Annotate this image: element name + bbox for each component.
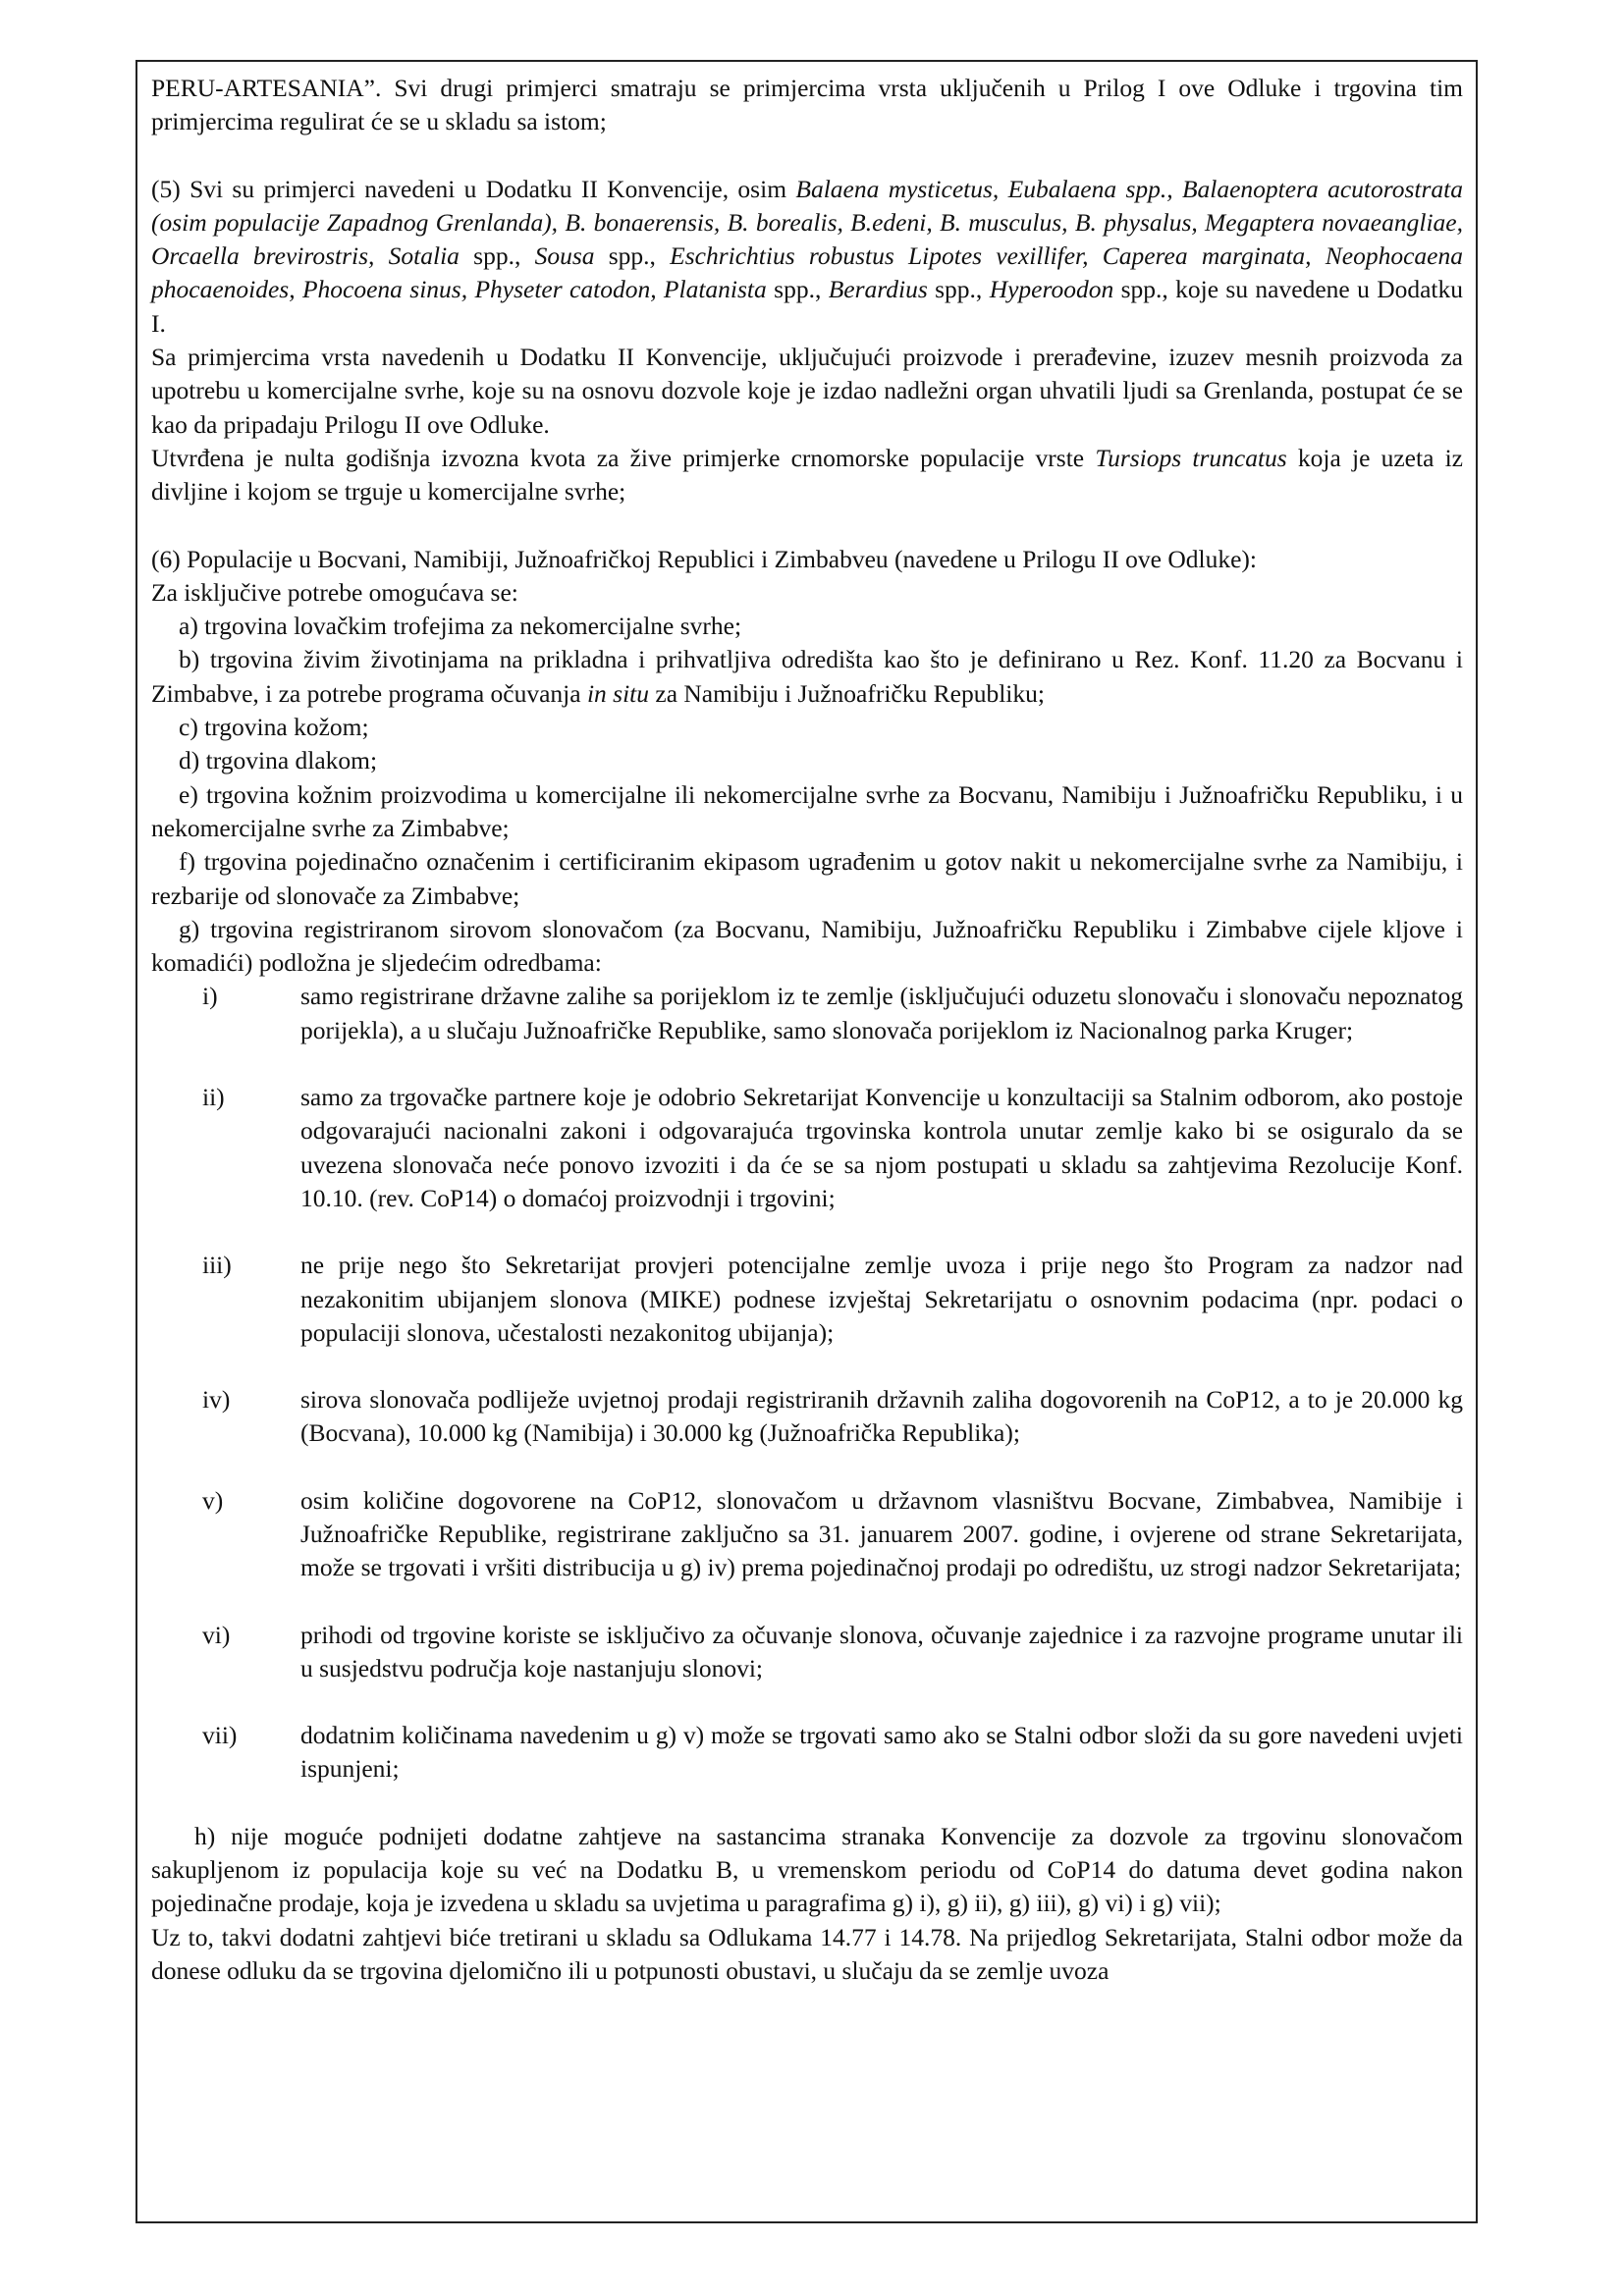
sub-item-number: vi) xyxy=(202,1620,231,1649)
sub-item-number: i) xyxy=(202,982,218,1011)
text-run: spp., koje su navedene u Dodatku I. xyxy=(151,275,1464,338)
sub-item-text: dodatnim količinama navedenim u g) v) može se trgovati samo ako se Stalni odbor složi da su gore navedeni uvjeti ispunjeni; xyxy=(300,1721,1463,1784)
list-item-g: g) trgovina registriranom sirovom slonovačom (za Bocvanu, Namibiju, Južnoafričku Republiku i Zimbabve cijele kljove i komadići) podložna je sljedećim odredbama: xyxy=(151,914,1463,978)
text-run: spp., xyxy=(459,241,535,271)
text-run: za Namibiju i Južnoafričku Republiku; xyxy=(649,678,1045,708)
list-item-f: f) trgovina pojedinačno označenim i certificiranim ekipasom ugrađenim u gotov nakit u nekomercijalne svrhe za Namibiju, i rezbarije od slonovače za Zimbabve; xyxy=(151,847,1463,910)
text-run: Utvrđena je nulta godišnja izvozna kvota za žive primjerke crnomorske populacije vrste xyxy=(151,443,1096,472)
species-list: Eschrichtius robustus Lipotes vexillifer, Caperea marginata, Neophocaena phocaenoides, Phocoena sinus, Physeter catodon, Platanista xyxy=(151,241,1463,304)
paragraph-continuation: PERU-ARTESANIA”. Svi drugi primjerci smatraju se primjercima vrsta uključenih u Prilog I ove Odluke i trgovina tim primjercima regulirat će se u skladu sa istom; xyxy=(151,74,1463,136)
sub-item-text: sirova slonovača podliježe uvjetnoj prodaji registriranih državnih zaliha dogovorenih na CoP12, a to je 20.000 kg (Bocvana), 10.000 kg (Namibija) i 30.000 kg (Južnoafrička Republika); xyxy=(300,1385,1463,1448)
list-item-c: c) trgovina kožom; xyxy=(179,713,369,742)
species-name: Hyperoodon xyxy=(989,275,1114,304)
sub-item-text: osim količine dogovorene na CoP12, slonovačom u državnom vlasništvu Bocvane, Zimbabvea, Namibije i Južnoafričke Republike, registrirane zaključno sa 31. januarem 2007. godine, i ovjerene od strane Sekretarijata, može se trgovati i vršiti distribucija u g) iv) prema pojedinačnoj prodaji po odredištu, uz strogi nadzor Sekretarijata; xyxy=(300,1485,1463,1582)
text-run: koja je uzeta iz divljine i kojom se trguje u komercijalne svrhe; xyxy=(151,443,1464,507)
sub-item-number: vii) xyxy=(202,1721,238,1750)
paragraph-5c xyxy=(151,442,1463,509)
sub-item-v xyxy=(151,1484,1463,1585)
paragraph-final: Uz to, takvi dodatni zahtjevi biće tretirani u skladu sa Odlukama 14.77 i 14.78. Na prijedlog Sekretarijata, Stalni odbor može da donese odluku da se trgovina djelomično ili u potpunosti obustavi, u slučaju da se zemlje uvoza xyxy=(151,1922,1463,1985)
sub-item-number: iii) xyxy=(202,1251,232,1280)
latin-term: in situ xyxy=(586,678,649,708)
document-frame xyxy=(135,60,1478,2223)
list-item-d: d) trgovina dlakom; xyxy=(179,746,378,775)
species-name: Tursiops truncatus xyxy=(1095,443,1287,472)
paragraph-6b: Za isključive potrebe omogućava se: xyxy=(151,577,518,607)
species-list: Balaena mysticetus, Eubalaena spp., Balaenoptera acutorostrata (osim populacije Zapadnog Grenlanda), B. bonaerensis, B. borealis, B.edeni, B. musculus, B. physalus, Megaptera novaeangliae, Orcaella brevirostris, Sotalia xyxy=(151,174,1463,271)
sub-item-text: samo za trgovačke partnere koje je odobrio Sekretarijat Konvencije u konzultaciji sa Stalnim odborom, ako postoje odgovarajući nacionalni zakoni i odgovarajuća trgovinska kontrola unutar zemlje kako bi se osiguralo da se uvezena slonovača neće ponovo izvoziti i da će se sa njom postupati u skladu sa zahtjevima Rezolucije Konf. 10.10. (rev. CoP14) o domaćoj proizvodnji i trgovini; xyxy=(300,1083,1463,1212)
sub-item-vii xyxy=(151,1719,1463,1787)
sub-item-iii xyxy=(151,1249,1463,1350)
sub-item-number: iv) xyxy=(202,1385,231,1415)
sub-item-iv xyxy=(151,1383,1463,1451)
list-item-e: e) trgovina kožnim proizvodima u komercijalne ili nekomercijalne svrhe za Bocvanu, Namibiju i Južnoafričku Republiku, i u nekomercijalne svrhe za Zimbabve; xyxy=(151,779,1463,842)
text-run: b) trgovina živim životinjama na prikladna i prihvatljiva odredišta kao što je definirano u Rez. Konf. 11.20 za Bocvanu i Zimbabve, i za potrebe programa očuvanja xyxy=(151,645,1463,708)
species-name: Sousa xyxy=(534,241,595,271)
text-run: spp., xyxy=(766,275,829,304)
sub-item-number: v) xyxy=(202,1485,224,1515)
sub-item-text: ne prije nego što Sekretarijat provjeri potencijalne zemlje uvoza i prije nego što Program za nadzor nad nezakonitim ubijanjem slonova (MIKE) podnese izvještaj Sekretarijatu o osnovnim podacima (npr. podaci o populaciji slonova, učestalosti nezakonitog ubijanja); xyxy=(300,1251,1463,1347)
sub-item-i xyxy=(151,980,1463,1047)
sub-item-number: ii) xyxy=(202,1083,225,1112)
list-item-a: a) trgovina lovačkim trofejima za nekomercijalne svrhe; xyxy=(179,612,742,641)
paragraph-5b: Sa primjercima vrsta navedenih u Dodatku II Konvencije, uključujući proizvode i prerađevine, izuzev mesnih proizvoda za upotrebu u komercijalne svrhe, koje su na osnovu dozvole koje je izdao nadležni organ uhvatili ljudi sa Grenlanda, postupat će se kao da pripadaju Prilogu II ove Odluke. xyxy=(151,343,1463,439)
text-run: spp., xyxy=(594,241,671,271)
sub-item-vi xyxy=(151,1619,1463,1686)
species-name: Berardius xyxy=(828,275,928,304)
text-run: spp., xyxy=(927,275,990,304)
paragraph-6: (6) Populacije u Bocvani, Namibiji, Južnoafričkoj Republici i Zimbabveu (navedene u Prilogu II ove Odluke): xyxy=(151,544,1257,573)
sub-item-text: samo registrirane državne zalihe sa porijeklom iz te zemlje (isključujući oduzetu slonovaču i slonovaču nepoznatog porijekla), a u slučaju Južnoafričke Republike, samo slonovača porijeklom iz Nacionalnog parka Kruger; xyxy=(300,982,1463,1044)
sub-item-text: prihodi od trgovine koriste se isključivo za očuvanje slonova, očuvanje zajednice i za razvojne programe unutar ili u susjedstvu područja koje nastanjuju slonovi; xyxy=(300,1620,1463,1682)
sub-item-ii xyxy=(151,1081,1463,1215)
paragraph-5 xyxy=(151,173,1463,341)
text-run: (5) Svi su primjerci navedeni u Dodatku II Konvencije, osim xyxy=(151,174,796,203)
list-item-h: h) nije moguće podnijeti dodatne zahtjeve na sastancima stranaka Konvencije za dozvole za trgovinu slonovačom sakupljenom iz populacija koje su već na Dodatku B, u vremenskom periodu od CoP14 do datuma devet godina nakon pojedinačne prodaje, koja je izvedena u skladu sa uvjetima u paragrafima g) i), g) ii), g) iii), g) vi) i g) vii); xyxy=(151,1821,1463,1918)
list-item-b xyxy=(151,643,1463,711)
